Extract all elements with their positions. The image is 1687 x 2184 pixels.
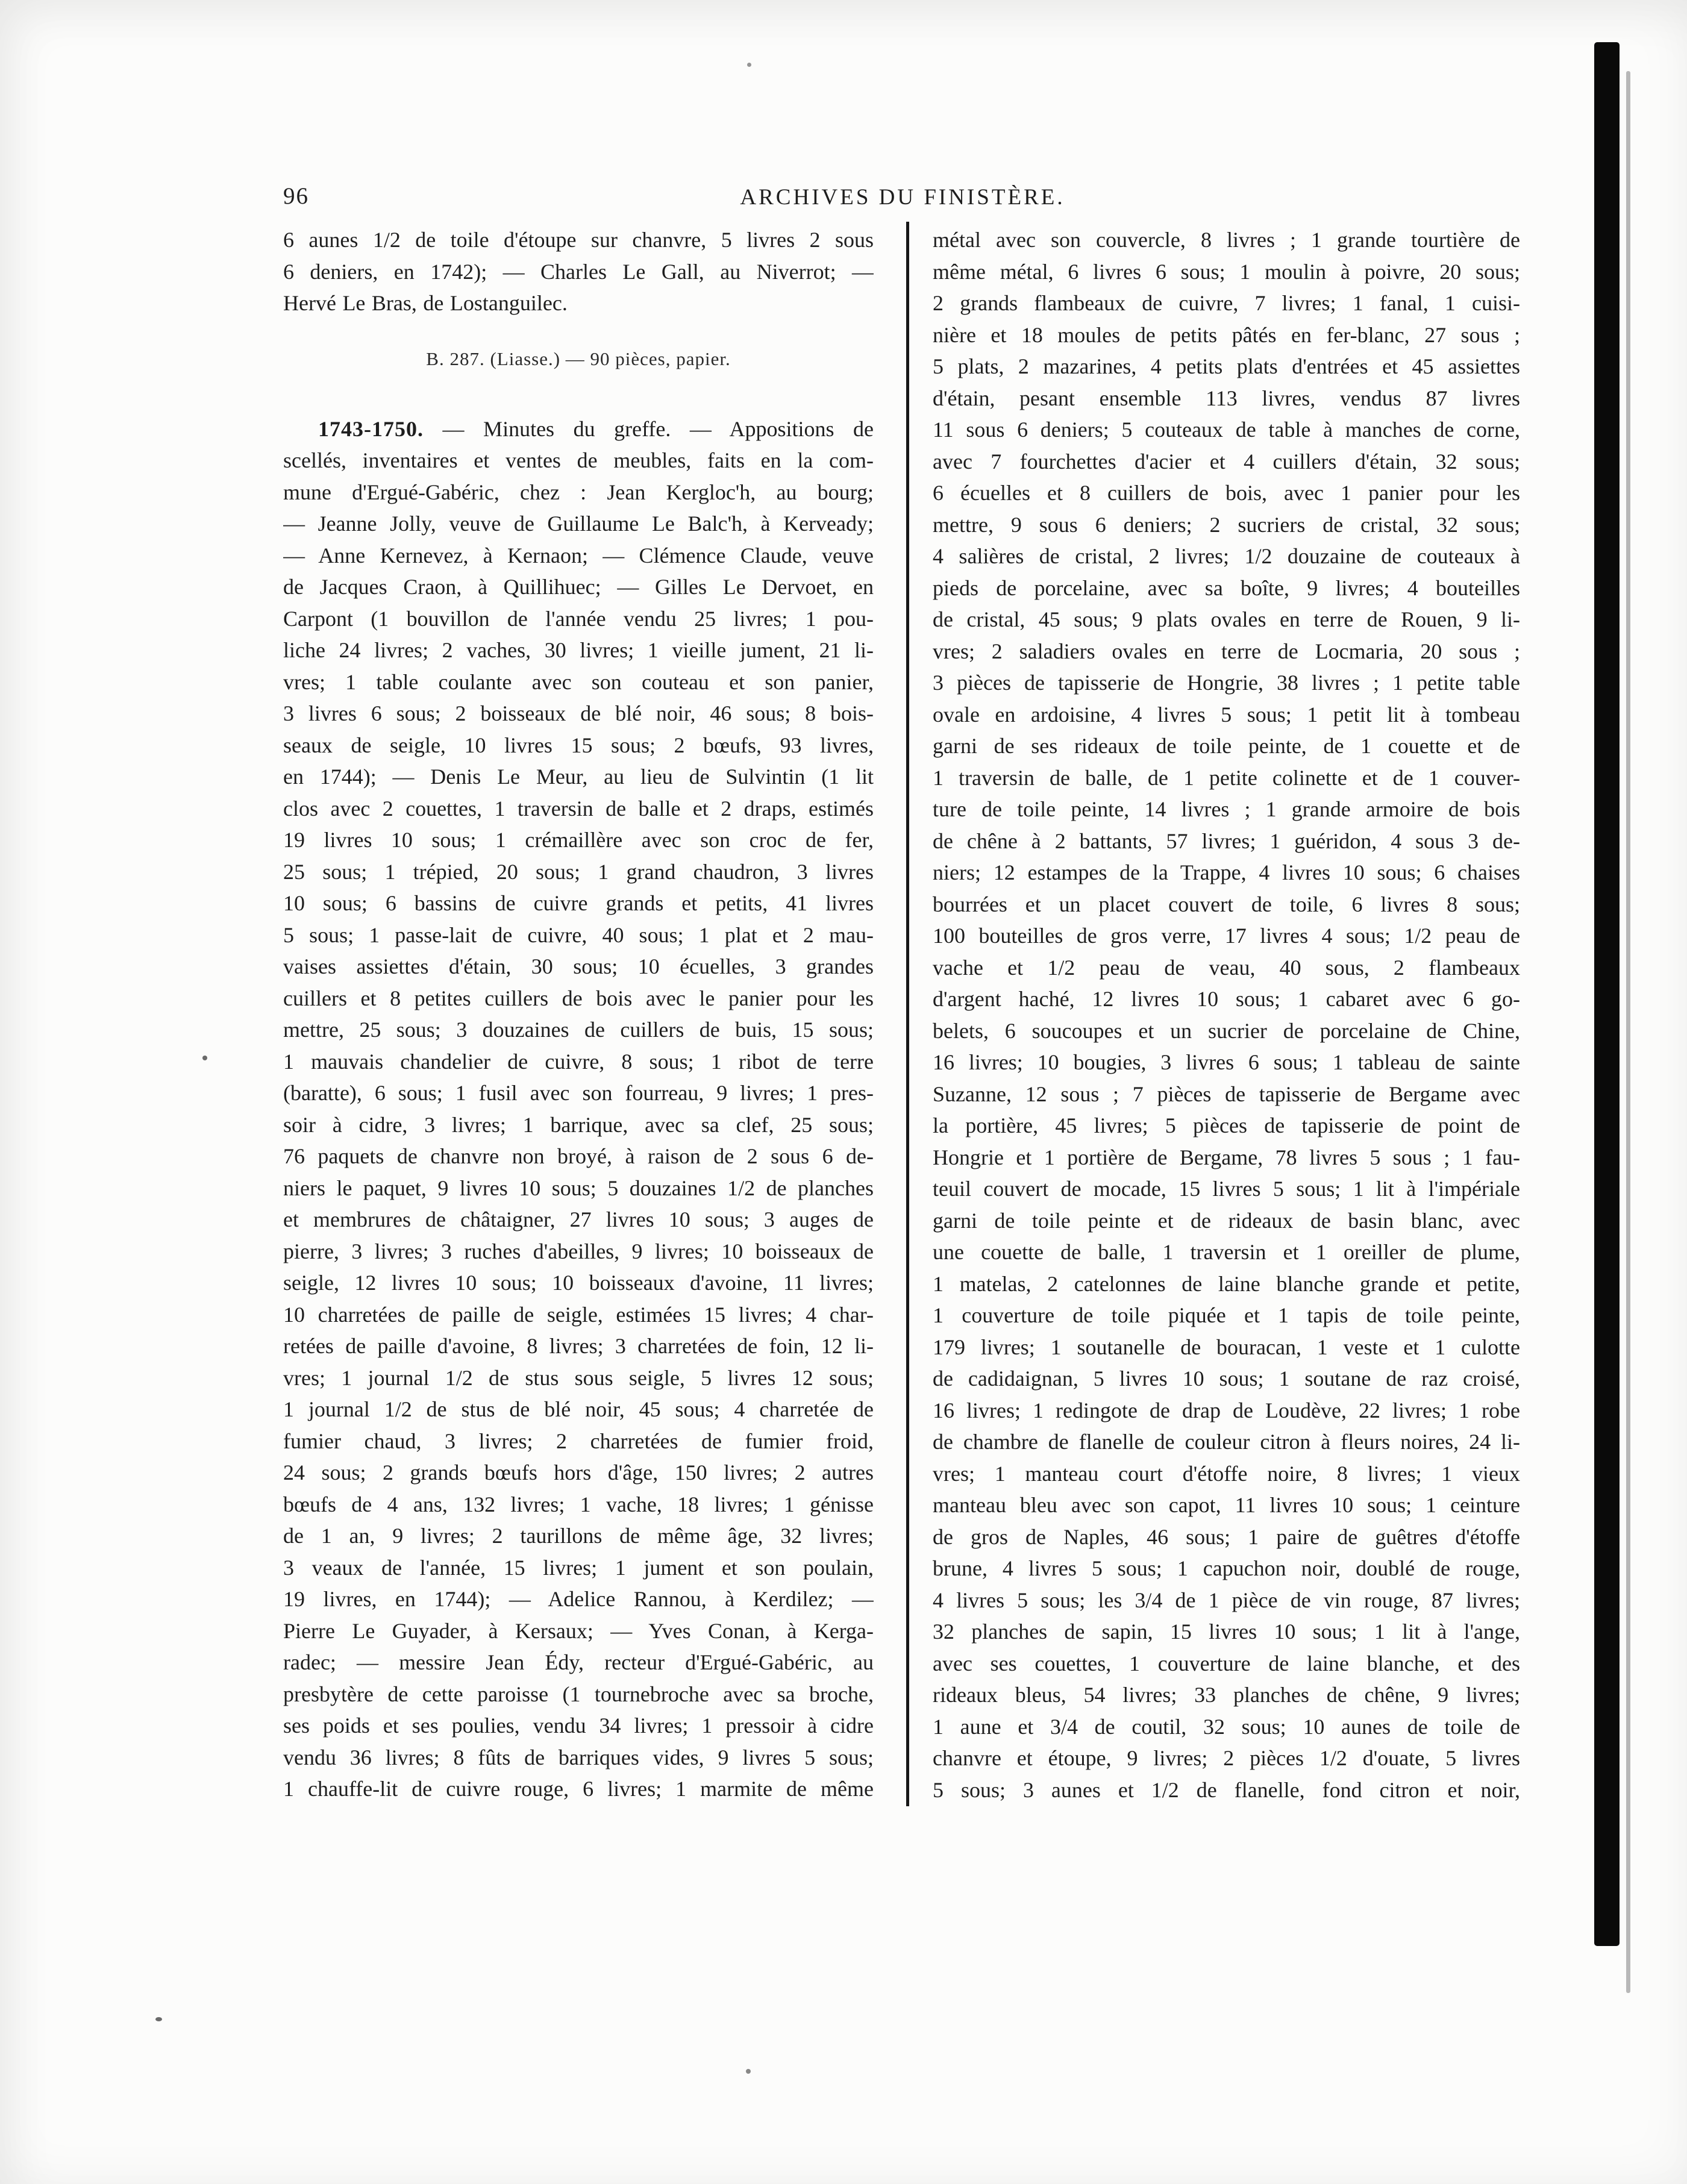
text-line: de Jacques Craon, à Quillihuec; — Gilles Le Dervoet, en <box>283 575 874 599</box>
text-line: vaises assiettes d'étain, 30 sous; 10 écuelles, 3 grandes <box>283 954 874 978</box>
text-line: retées de paille d'avoine, 8 livres; 3 charretées de foin, 12 li- <box>283 1334 874 1358</box>
text-line: de chêne à 2 battants, 57 livres; 1 guéridon, 4 sous 3 de- <box>933 828 1520 853</box>
text-line: même métal, 6 livres 6 sous; 1 moulin à poivre, 20 sous; <box>933 259 1520 284</box>
scan-gutter-line <box>1626 71 1630 1993</box>
text-line: de gros de Naples, 46 sous; 1 paire de guêtres d'étoffe <box>933 1524 1520 1549</box>
text-line: seigle, 12 livres 10 sous; 10 boisseaux d'avoine, 11 livres; <box>283 1271 874 1295</box>
text-line: 16 livres; 1 redingote de drap de Loudève, 22 livres; 1 robe <box>933 1398 1520 1422</box>
text-line: ses poids et ses poulies, vendu 34 livres; 1 pressoir à cidre <box>283 1713 874 1738</box>
entry-date: 1743-1750. <box>318 416 424 441</box>
text-line: scellés, inventaires et ventes de meubles, faits en la com- <box>283 448 874 472</box>
text-line: 19 livres, en 1744); — Adelice Rannou, à Kerdilez; — <box>283 1587 874 1611</box>
text-line: vres; 2 saladiers ovales en terre de Locmaria, 20 sous ; <box>933 639 1520 663</box>
text-line: 3 veaux de l'année, 15 livres; 1 jument et son poulain, <box>283 1555 874 1580</box>
text-line: 10 charretées de paille de seigle, estimées 15 livres; 4 char- <box>283 1302 874 1327</box>
text-line: 1 matelas, 2 catelonnes de laine blanche grande et petite, <box>933 1271 1520 1296</box>
text-line: niers le paquet, 9 livres 10 sous; 5 douzaines 1/2 de planches <box>283 1175 874 1200</box>
column-divider-rule <box>906 222 909 1806</box>
text-line: 16 livres; 10 bougies, 3 livres 6 sous; 1 tableau de sainte <box>933 1050 1520 1074</box>
text-line: vres; 1 manteau court d'étoffe noire, 8 livres; 1 vieux <box>933 1461 1520 1486</box>
text-line: liche 24 livres; 2 vaches, 30 livres; 1 vieille jument, 21 li- <box>283 638 874 662</box>
text-line: pieds de porcelaine, avec sa boîte, 9 livres; 4 bouteilles <box>933 575 1520 600</box>
text-line: fumier chaud, 3 livres; 2 charretées de fumier froid, <box>283 1428 874 1453</box>
text-line: Pierre Le Guyader, à Kersaux; — Yves Conan, à Kerga- <box>283 1618 874 1643</box>
text-line: la portière, 45 livres; 5 pièces de tapisserie de point de <box>933 1113 1520 1137</box>
entry-heading: B. 287. (Liasse.) — 90 pièces, papier. <box>426 348 731 369</box>
text-line: mettre, 9 sous 6 deniers; 2 sucriers de cristal, 32 sous; <box>933 512 1520 537</box>
text-line: soir à cidre, 3 livres; 1 barrique, avec sa clef, 25 sous; <box>283 1112 874 1137</box>
text-line: vres; 1 table coulante avec son couteau et son panier, <box>283 669 874 694</box>
text-line: 11 sous 6 deniers; 5 couteaux de table à manches de corne, <box>933 418 1520 442</box>
text-line: 1 chauffe-lit de cuivre rouge, 6 livres; 1 marmite de même <box>283 1777 874 1801</box>
text-line: teuil couvert de mocade, 15 livres 5 sous; 1 lit à l'impériale <box>933 1177 1520 1201</box>
text-line: pierre, 3 livres; 3 ruches d'abeilles, 9 livres; 10 boisseaux de <box>283 1239 874 1263</box>
text-line: 1 couverture de toile piquée et 1 tapis de toile peinte, <box>933 1303 1520 1327</box>
text-line: vache et 1/2 peau de veau, 40 sous, 2 flambeaux <box>933 955 1520 980</box>
text-line: avec 7 fourchettes d'acier et 4 cuillers d'étain, 32 sous; <box>933 449 1520 474</box>
scan-speck <box>202 1056 207 1060</box>
text-line: manteau bleu avec son capot, 11 livres 10 sous; 1 ceinture <box>933 1493 1520 1517</box>
text-line: 6 écuelles et 8 cuillers de bois, avec 1 panier pour les <box>933 481 1520 505</box>
text-line: garni de toile peinte et de rideaux de basin blanc, avec <box>933 1208 1520 1233</box>
text-line: de chambre de flanelle de couleur citron à fleurs noires, 24 li- <box>933 1430 1520 1454</box>
text-line: 1 mauvais chandelier de cuivre, 8 sous; 1 ribot de terre <box>283 1049 874 1074</box>
text-line: 10 sous; 6 bassins de cuivre grands et petits, 41 livres <box>283 891 874 915</box>
text-line: belets, 6 soucoupes et un sucrier de porcelaine de Chine, <box>933 1018 1520 1043</box>
text-line: Carpont (1 bouvillon de l'année vendu 25 livres; 1 pou- <box>283 606 874 631</box>
text-line: 100 bouteilles de gros verre, 17 livres 4 sous; 1/2 peau de <box>933 924 1520 948</box>
entry-lead-line <box>283 413 874 445</box>
text-line: 1 journal 1/2 de stus de blé noir, 45 sous; 4 charretée de <box>283 1397 874 1421</box>
entry-paragraph <box>283 413 874 1805</box>
text-line: 3 pièces de tapisserie de Hongrie, 38 livres ; 1 petite table <box>933 671 1520 695</box>
text-line: de 1 an, 9 livres; 2 taurillons de même âge, 32 livres; <box>283 1524 874 1548</box>
text-line: 6 aunes 1/2 de toile d'étoupe sur chanvre, 5 livres 2 sous <box>283 228 874 252</box>
text-line: 4 livres 5 sous; les 3/4 de 1 pièce de vin rouge, 87 livres; <box>933 1588 1520 1612</box>
text-line: 3 livres 6 sous; 2 boisseaux de blé noir, 46 sous; 8 bois- <box>283 701 874 725</box>
right-column <box>933 224 1520 1806</box>
text-line: 76 paquets de chanvre non broyé, à raison de 2 sous 6 de- <box>283 1144 874 1168</box>
text-line: 25 sous; 1 trépied, 20 sous; 1 grand chaudron, 3 livres <box>283 859 874 884</box>
text-line: avec ses couettes, 1 couverture de laine blanche, et des <box>933 1651 1520 1676</box>
text-line: de cadidaignan, 5 livres 10 sous; 1 soutane de raz croisé, <box>933 1366 1520 1391</box>
text-line: métal avec son couvercle, 8 livres ; 1 grande tourtière de <box>933 228 1520 252</box>
text-line: et membrures de châtaigner, 27 livres 10 sous; 3 auges de <box>283 1207 874 1231</box>
text-line: mune d'Ergué-Gabéric, chez : Jean Kergloc'h, au bourg; <box>283 480 874 504</box>
text-line: 179 livres; 1 soutanelle de bouracan, 1 veste et 1 culotte <box>933 1334 1520 1359</box>
text-line: 1 traversin de balle, de 1 petite colinette et de 1 couver- <box>933 765 1520 790</box>
text-line: rideaux bleus, 54 livres; 33 planches de chêne, 9 livres; <box>933 1683 1520 1707</box>
text-line: 4 salières de cristal, 2 livres; 1/2 douzaine de couteaux à <box>933 544 1520 568</box>
text-line: ovale en ardoisine, 4 livres 5 sous; 1 petit lit à tombeau <box>933 702 1520 727</box>
text-line: bœufs de 4 ans, 132 livres; 1 vache, 18 livres; 1 génisse <box>283 1492 874 1516</box>
text-line: 2 grands flambeaux de cuivre, 7 livres; 1 fanal, 1 cuisi- <box>933 291 1520 315</box>
page-number: 96 <box>283 183 309 209</box>
text-line: 1 aune et 3/4 de coutil, 32 sous; 10 aunes de toile de <box>933 1714 1520 1739</box>
text-line: nière et 18 moules de petits pâtés en fer-blanc, 27 sous ; <box>933 322 1520 347</box>
text-line: vres; 1 journal 1/2 de stus sous seigle, 5 livres 12 sous; <box>283 1365 874 1390</box>
text-line: 19 livres 10 sous; 1 crémaillère avec son croc de fer, <box>283 828 874 852</box>
text-line: chanvre et étoupe, 9 livres; 2 pièces 1/2 d'ouate, 5 livres <box>933 1746 1520 1770</box>
text-line: vendu 36 livres; 8 fûts de barriques vides, 9 livres 5 sous; <box>283 1745 874 1769</box>
text-line: 24 sous; 2 grands bœufs hors d'âge, 150 livres; 2 autres <box>283 1460 874 1485</box>
text-line: de cristal, 45 sous; 9 plats ovales en terre de Rouen, 9 li- <box>933 607 1520 631</box>
text-line: — Anne Kernevez, à Kernaon; — Clémence Claude, veuve <box>283 543 874 568</box>
entry-lead-rest: — Minutes du greffe. — Appositions de <box>424 416 874 441</box>
running-header: ARCHIVES DU FINISTÈRE. <box>740 185 1065 210</box>
scan-speck <box>746 2069 751 2074</box>
scan-speck <box>747 63 751 67</box>
text-line: seaux de seigle, 10 livres 15 sous; 2 bœufs, 93 livres, <box>283 733 874 757</box>
text-line: clos avec 2 couettes, 1 traversin de balle et 2 draps, estimés <box>283 796 874 821</box>
text-line: cuillers et 8 petites cuillers de bois avec le panier pour les <box>283 986 874 1010</box>
text-line: bourrées et un placet couvert de toile, 6 livres 8 sous; <box>933 892 1520 916</box>
entry-body-lines <box>283 445 874 1805</box>
text-line: en 1744); — Denis Le Meur, au lieu de Sulvintin (1 lit <box>283 765 874 789</box>
text-line: garni de ses rideaux de toile peinte, de 1 couette et de <box>933 734 1520 758</box>
text-line: 6 deniers, en 1742); — Charles Le Gall, au Niverrot; — <box>283 259 874 284</box>
text-line: (baratte), 6 sous; 1 fusil avec son fourreau, 9 livres; 1 pres- <box>283 1081 874 1105</box>
text-line: Suzanne, 12 sous ; 7 pièces de tapisserie de Bergame avec <box>933 1081 1520 1106</box>
continuation-paragraph <box>283 224 874 319</box>
text-line: niers; 12 estampes de la Trappe, 4 livres 10 sous; 6 chaises <box>933 860 1520 884</box>
text-line: une couette de balle, 1 traversin et 1 oreiller de plume, <box>933 1240 1520 1264</box>
text-line: mettre, 25 sous; 3 douzaines de cuillers de buis, 15 sous; <box>283 1018 874 1042</box>
text-line: Hongrie et 1 portière de Bergame, 78 livres 5 sous ; 1 fau- <box>933 1145 1520 1169</box>
scan-speck <box>155 2017 162 2021</box>
text-line: 5 sous; 3 aunes et 1/2 de flanelle, fond citron et noir, <box>933 1777 1520 1802</box>
text-line: — Jeanne Jolly, veuve de Guillaume Le Balc'h, à Kerveady; <box>283 512 874 536</box>
text-line: radec; — messire Jean Édy, recteur d'Ergué-Gabéric, au <box>283 1650 874 1674</box>
text-line: brune, 4 livres 5 sous; 1 capuchon noir, doublé de rouge, <box>933 1556 1520 1580</box>
scan-gutter-bar <box>1594 42 1620 1946</box>
text-line: d'étain, pesant ensemble 113 livres, vendus 87 livres <box>933 386 1520 410</box>
text-line: ture de toile peinte, 14 livres ; 1 grande armoire de bois <box>933 797 1520 821</box>
text-line: 32 planches de sapin, 15 livres 10 sous; 1 lit à l'ange, <box>933 1619 1520 1644</box>
text-line: d'argent haché, 12 livres 10 sous; 1 cabaret avec 6 go- <box>933 987 1520 1011</box>
text-line: Hervé Le Bras, de Lostanguilec. <box>283 291 568 315</box>
text-line: 5 plats, 2 mazarines, 4 petits plats d'entrées et 45 assiettes <box>933 354 1520 378</box>
text-line: presbytère de cette paroisse (1 tournebroche avec sa broche, <box>283 1682 874 1706</box>
text-line: 5 sous; 1 passe-lait de cuivre, 40 sous; 1 plat et 2 mau- <box>283 922 874 947</box>
right-column-lines <box>933 224 1520 1806</box>
left-column <box>283 224 874 1805</box>
